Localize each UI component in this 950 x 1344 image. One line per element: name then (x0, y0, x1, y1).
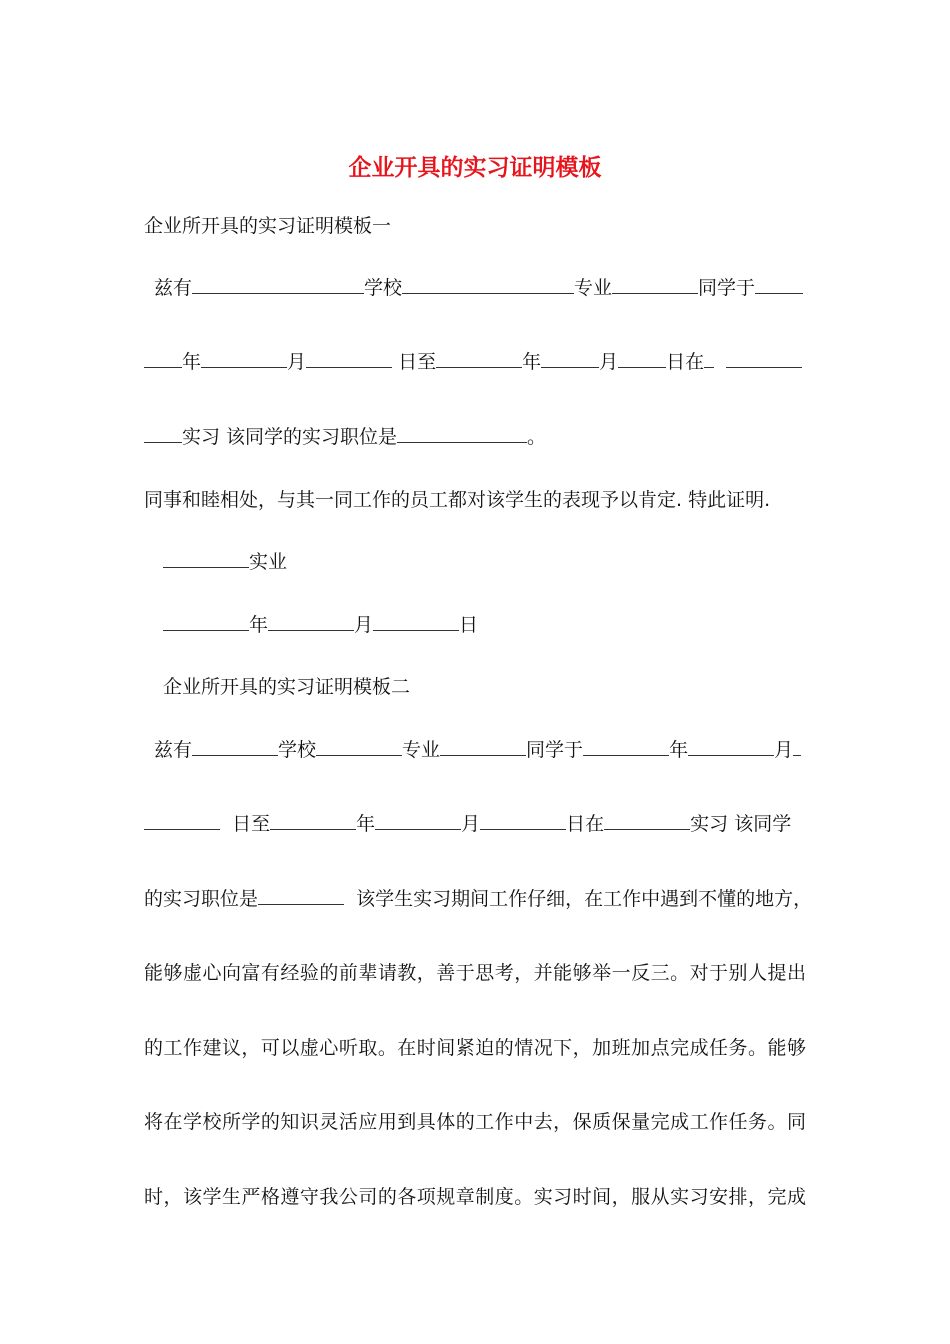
text-internship-colleague: 实习 该同学 (690, 813, 792, 835)
text-major: 专业 (402, 739, 441, 761)
template2-paragraph-line: 能够虚心向富有经验的前辈请教，善于思考，并能够举一反三。对于别人提出 (144, 962, 806, 984)
text-student-on: 同学于 (526, 739, 584, 761)
text-year: 年 (182, 351, 202, 373)
text-year: 年 (356, 813, 376, 835)
template2-line2 (144, 811, 806, 836)
text-day: 日 (459, 614, 479, 636)
text-period: 。 (527, 426, 547, 448)
blank-field (604, 811, 690, 830)
blank-field (163, 612, 249, 631)
template2-paragraph-line: 的工作建议，可以虚心听取。在时间紧迫的情况下，加班加点完成任务。能够 (144, 1037, 806, 1059)
template2-line1 (154, 737, 816, 762)
blank-field (755, 275, 803, 294)
blank-field (618, 349, 666, 368)
text-month: 月 (354, 614, 374, 636)
template1-line4: 同事和睦相处，与其一同工作的员工都对该学生的表现予以肯定. 特此证明. (144, 489, 771, 511)
text-month: 月 (774, 739, 794, 761)
blank-field (793, 737, 801, 756)
text-student-on: 同学于 (698, 277, 756, 299)
blank-field (192, 275, 364, 294)
text-careful-work: 该学生实习期间工作仔细，在工作中遇到不懂的地方， (356, 888, 813, 910)
text-month: 月 (287, 351, 307, 373)
blank-field (373, 612, 459, 631)
text-school: 学校 (278, 739, 317, 761)
document-title: 企业开具的实习证明模板 (348, 154, 602, 181)
blank-field (436, 349, 522, 368)
template1-line2 (144, 349, 806, 374)
blank-field (612, 275, 698, 294)
text-day-at: 日在 (666, 351, 705, 373)
text-internship-position: 实习 该同学的实习职位是 (182, 426, 398, 448)
template2-line3 (144, 886, 813, 911)
blank-field (402, 275, 574, 294)
template1-heading: 企业所开具的实习证明模板一 (144, 215, 392, 237)
blank-field (480, 811, 566, 830)
blank-field (306, 349, 392, 368)
blank-field (192, 737, 278, 756)
text-ciyou: 兹有 (154, 739, 193, 761)
blank-field (258, 886, 344, 905)
template2-paragraph-line: 将在学校所学的知识灵活应用到具体的工作中去，保质保量完成工作任务。同 (144, 1111, 806, 1133)
blank-field (144, 811, 220, 830)
text-month: 月 (599, 351, 619, 373)
text-internship-position: 的实习职位是 (144, 888, 259, 910)
text-ciyou: 兹有 (154, 277, 193, 299)
blank-field (704, 349, 714, 368)
blank-field (440, 737, 526, 756)
text-day-to: 日至 (232, 813, 271, 835)
template1-signature (163, 549, 825, 574)
template1-date (163, 612, 825, 637)
template1-line1 (154, 275, 816, 300)
blank-field (201, 349, 287, 368)
text-day-at: 日在 (566, 813, 605, 835)
text-year: 年 (249, 614, 269, 636)
blank-field (541, 349, 599, 368)
blank-field (688, 737, 774, 756)
text-month: 月 (461, 813, 481, 835)
template2-heading: 企业所开具的实习证明模板二 (163, 676, 411, 698)
blank-field (268, 612, 354, 631)
blank-field (726, 349, 802, 368)
text-major: 专业 (574, 277, 613, 299)
text-school: 学校 (364, 277, 403, 299)
blank-field (144, 424, 182, 443)
template1-line3 (144, 424, 806, 449)
text-year: 年 (669, 739, 689, 761)
text-day-to: 日至 (398, 351, 437, 373)
template2-paragraph-line: 时，该学生严格遵守我公司的各项规章制度。实习时间，服从实习安排，完成 (144, 1186, 806, 1208)
blank-field (316, 737, 402, 756)
blank-field (144, 349, 182, 368)
text-company: 实业 (249, 551, 288, 573)
blank-field (163, 549, 249, 568)
blank-field (375, 811, 461, 830)
blank-field (583, 737, 669, 756)
blank-field (270, 811, 356, 830)
text-year: 年 (522, 351, 542, 373)
blank-field (397, 424, 527, 443)
